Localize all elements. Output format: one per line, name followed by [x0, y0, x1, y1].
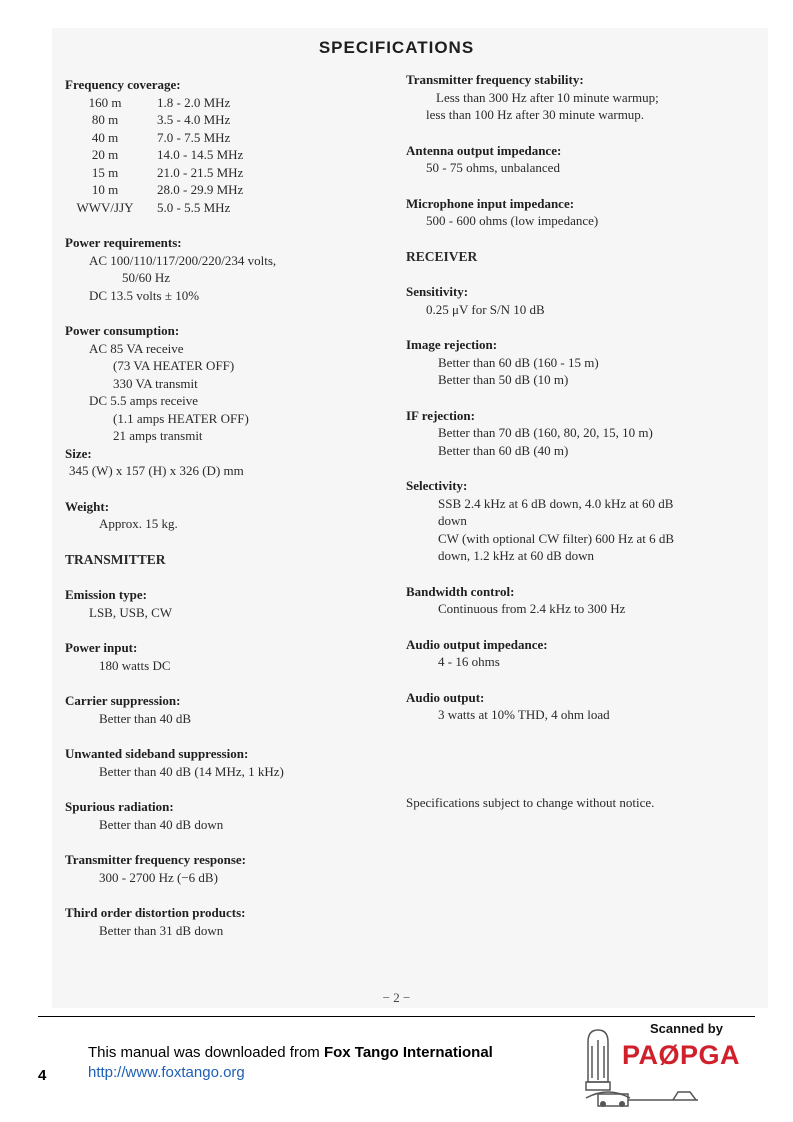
tx-frequency-response-heading: Transmitter frequency response:: [65, 852, 247, 867]
audio-output-heading: Audio output:: [406, 689, 485, 705]
antenna-impedance-value: 50 - 75 ohms, unbalanced: [426, 160, 560, 175]
frequency-stability-heading: Transmitter frequency stability:: [406, 72, 584, 87]
unwanted-sideband-value: Better than 40 dB (14 MHz, 1 kHz): [99, 763, 284, 779]
image-rejection-line1: Better than 60 dB (160 - 15 m): [438, 354, 599, 370]
audio-output-value: 3 watts at 10% THD, 4 ohm load: [438, 707, 610, 722]
specifications-notice: Specifications subject to change without notice.: [406, 794, 655, 810]
frequency-range: 5.0 - 5.5 MHz: [157, 199, 231, 215]
if-rejection-heading: IF rejection:: [406, 407, 475, 423]
power-input-value: 180 watts DC: [99, 657, 171, 673]
power-consumption-heading: Power consumption:: [65, 323, 180, 338]
selectivity-heading: Selectivity:: [406, 478, 468, 493]
frequency-row: [65, 164, 385, 182]
emission-type-heading: Emission type:: [65, 587, 147, 602]
footer-page-number: 4: [38, 1067, 47, 1084]
page-title: SPECIFICATIONS: [318, 38, 475, 57]
spurious-radiation-heading: Spurious radiation:: [65, 799, 174, 814]
receiver-section-heading: RECEIVER: [406, 248, 478, 264]
frequency-stability-line1: Less than 300 Hz after 10 minute warmup;: [436, 89, 659, 105]
frequency-range: 14.0 - 14.5 MHz: [157, 147, 244, 162]
frequency-band: WWV/JJY: [76, 199, 134, 215]
right-column: [406, 71, 746, 811]
footer-brand: Fox Tango International: [323, 1044, 493, 1061]
frequency-table: [65, 94, 385, 217]
power-requirements-heading: Power requirements:: [65, 235, 182, 250]
scanned-by-label: Scanned by: [650, 1021, 723, 1036]
frequency-band: 40 m: [91, 129, 119, 145]
scanner-callsign: PAØPGA: [622, 1040, 741, 1070]
frequency-row: [65, 94, 385, 112]
consumption-ac-transmit: 330 VA transmit: [113, 375, 198, 391]
footer-link[interactable]: http://www.foxtango.org: [88, 1064, 245, 1081]
carrier-suppression-value: Better than 40 dB: [99, 710, 192, 726]
bandwidth-control-value: Continuous from 2.4 kHz to 300 Hz: [438, 601, 626, 616]
tx-frequency-response-value: 300 - 2700 Hz (−6 dB): [99, 869, 218, 885]
frequency-band: 20 m: [91, 147, 119, 162]
frequency-band: 80 m: [91, 112, 119, 127]
left-column: [65, 76, 385, 939]
power-req-dc: DC 13.5 volts ± 10%: [89, 287, 200, 303]
size-heading: Size:: [65, 445, 92, 461]
frequency-stability-line2: less than 100 Hz after 30 minute warmup.: [426, 107, 645, 122]
frequency-band: 15 m: [91, 164, 119, 180]
selectivity-line2: down: [438, 513, 467, 528]
third-order-distortion-heading: Third order distortion products:: [65, 905, 246, 920]
if-rejection-line1: Better than 70 dB (160, 80, 20, 15, 10 m): [438, 425, 653, 440]
unwanted-sideband-heading: Unwanted sideband suppression:: [65, 746, 249, 761]
microphone-impedance-value: 500 - 600 ohms (low impedance): [426, 213, 599, 228]
power-input-heading: Power input:: [65, 640, 138, 655]
weight-value: Approx. 15 kg.: [99, 516, 178, 531]
consumption-dc-heater: (1.1 amps HEATER OFF): [113, 410, 249, 426]
consumption-dc-receive: DC 5.5 amps receive: [89, 393, 199, 408]
power-req-ac-freq: 50/60 Hz: [122, 270, 171, 285]
emission-type-value: LSB, USB, CW: [89, 604, 173, 620]
bandwidth-control-heading: Bandwidth control:: [406, 583, 515, 599]
footer-text: [88, 1043, 493, 1083]
image-rejection-heading: Image rejection:: [406, 337, 498, 352]
frequency-row: [65, 146, 385, 164]
frequency-band: 10 m: [91, 182, 119, 197]
spurious-radiation-value: Better than 40 dB down: [99, 816, 224, 832]
consumption-ac-heater: (73 VA HEATER OFF): [113, 358, 235, 373]
consumption-dc-transmit: 21 amps transmit: [113, 428, 203, 443]
selectivity-line3: CW (with optional CW filter) 600 Hz at 6 dB: [438, 530, 675, 546]
third-order-distortion-value: Better than 31 dB down: [99, 922, 224, 938]
consumption-ac-receive: AC 85 VA receive: [89, 340, 184, 356]
footer-divider: [38, 1016, 755, 1017]
audio-output-impedance-value: 4 - 16 ohms: [438, 654, 500, 669]
carrier-suppression-heading: Carrier suppression:: [65, 693, 181, 708]
frequency-range: 21.0 - 21.5 MHz: [157, 164, 244, 180]
antenna-impedance-heading: Antenna output impedance:: [406, 142, 562, 158]
if-rejection-line2: Better than 60 dB (40 m): [438, 442, 569, 458]
frequency-range: 1.8 - 2.0 MHz: [157, 94, 231, 110]
footer-download-text: This manual was downloaded from: [88, 1044, 324, 1061]
frequency-range: 7.0 - 7.5 MHz: [157, 129, 231, 145]
frequency-row: [65, 129, 385, 147]
frequency-row: [65, 181, 385, 199]
image-rejection-line2: Better than 50 dB (10 m): [438, 372, 569, 387]
frequency-row: [65, 199, 385, 217]
page-marker: − 2 −: [382, 990, 411, 1005]
sensitivity-value: 0.25 μV for S/N 10 dB: [426, 301, 545, 317]
frequency-coverage-heading: Frequency coverage:: [65, 77, 181, 92]
frequency-range: 28.0 - 29.9 MHz: [157, 182, 244, 197]
size-value: 345 (W) x 157 (H) x 326 (D) mm: [69, 463, 244, 478]
frequency-band: 160 m: [88, 94, 122, 110]
weight-heading: Weight:: [65, 498, 110, 514]
frequency-row: [65, 111, 385, 129]
selectivity-line4: down, 1.2 kHz at 60 dB down: [438, 548, 594, 563]
selectivity-line1: SSB 2.4 kHz at 6 dB down, 4.0 kHz at 60 dB: [438, 495, 674, 511]
sensitivity-heading: Sensitivity:: [406, 284, 469, 299]
microphone-impedance-heading: Microphone input impedance:: [406, 195, 575, 211]
frequency-range: 3.5 - 4.0 MHz: [157, 112, 231, 127]
audio-output-impedance-heading: Audio output impedance:: [406, 636, 548, 652]
transmitter-section-heading: TRANSMITTER: [65, 551, 166, 567]
power-req-ac: AC 100/110/117/200/220/234 volts,: [89, 252, 277, 268]
